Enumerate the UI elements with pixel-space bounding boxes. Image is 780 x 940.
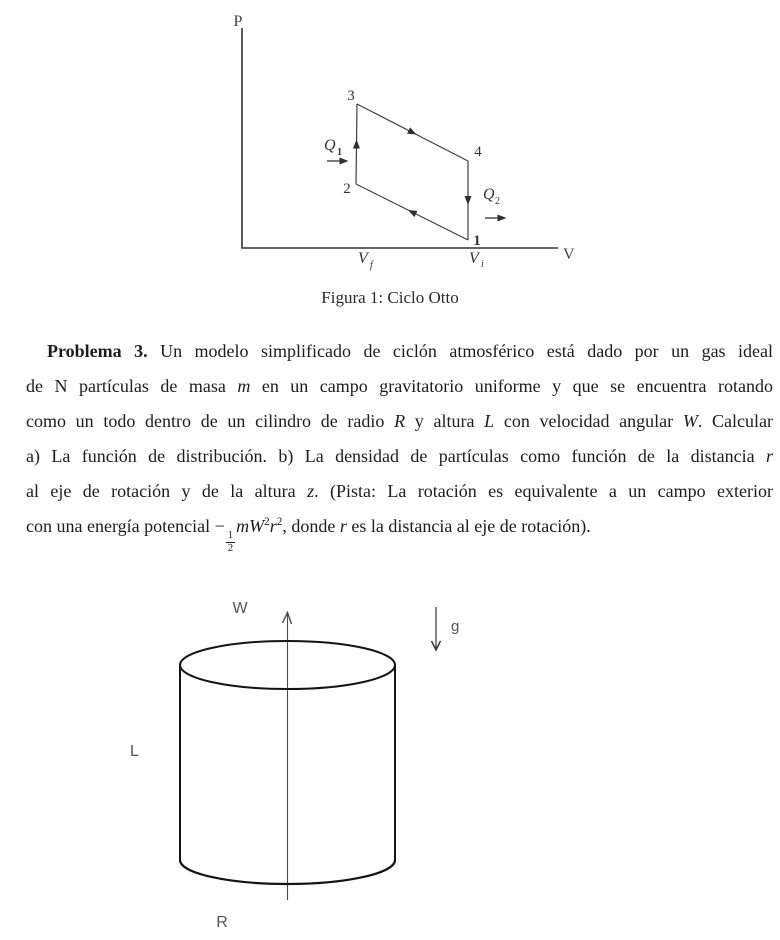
cylinder-radius-label: R <box>216 914 228 931</box>
cycle-segment-1-2 <box>356 184 468 240</box>
q2-heat-subscript: 2 <box>495 196 500 207</box>
pv-diagram <box>170 0 600 275</box>
volume-axis-label: V <box>563 246 575 263</box>
paragraph-line: de N partículas de masa m en un campo gravitatorio uniforme y que se encuentra rotando <box>26 376 773 396</box>
q1-heat-label: Q <box>324 137 336 154</box>
paragraph-line: a) La función de distribución. b) La densidad de partículas como función de la distancia r <box>26 446 773 466</box>
vi-tick-subscript: i <box>481 259 484 270</box>
paragraph-line: como un todo dentro de un cilindro de radio R y altura L con velocidad angular W. Calcular <box>26 411 773 431</box>
pressure-axis-label: P <box>233 13 243 30</box>
figure-1-caption: Figura 1: Ciclo Otto <box>321 288 459 307</box>
state-point-1-label: 1 <box>473 233 481 249</box>
angular-velocity-label: W <box>232 600 248 617</box>
paragraph-line: al eje de rotación y de la altura z. (Pista: La rotación es equivalente a un campo exterior <box>26 481 773 501</box>
paragraph-line: con una energía potencial − $\frac{1}{2}$ $mW^2r^2$, donde r es la distancia al eje de rotación). <box>26 516 591 554</box>
q1-heat-subscript: 1 <box>337 147 342 158</box>
q2-heat-label: Q <box>483 186 495 203</box>
problem-3-paragraph <box>26 334 773 554</box>
vi-tick-label: V <box>469 250 479 267</box>
cycle-segment-3-4 <box>357 104 468 161</box>
state-point-4-label: 4 <box>474 144 482 160</box>
cycle-segment-2-3 <box>356 104 357 184</box>
gravity-label: g <box>451 618 460 635</box>
vf-tick-subscript: f <box>370 260 373 271</box>
cylinder-height-label: L <box>130 743 139 760</box>
state-point-2-label: 2 <box>343 181 351 197</box>
paragraph-line: Problema 3. Un modelo simplificado de ciclón atmosférico está dado por un gas ideal <box>47 341 773 361</box>
cylinder-diagram <box>110 585 480 935</box>
pv-axes <box>242 28 558 248</box>
vf-tick-label: V <box>358 250 368 267</box>
state-point-3-label: 3 <box>347 88 355 104</box>
